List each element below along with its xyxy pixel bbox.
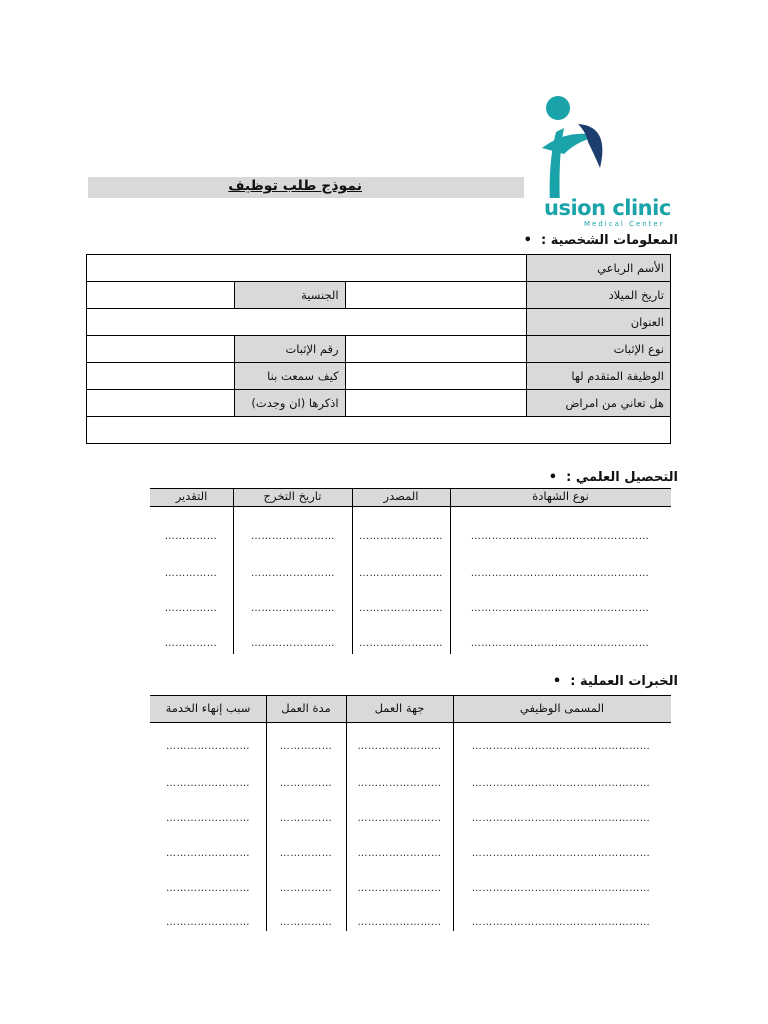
birth-date-label: تاريخ الميلاد [527, 282, 671, 309]
section-experience-heading [553, 674, 678, 689]
dotted-line[interactable]: …………………… [166, 778, 250, 789]
full-name-label: الأسم الرباعي [527, 255, 671, 282]
dotted-line[interactable]: …………………… [357, 741, 442, 752]
dotted-line[interactable]: …………… [164, 568, 218, 579]
header-job-title: المسمى الوظيفي [519, 701, 605, 715]
title-bar [88, 177, 524, 198]
id-type-label: نوع الإثبات [527, 336, 671, 363]
header-employer: جهة العمل [374, 701, 425, 715]
address-label: العنوان [527, 309, 671, 336]
personal-info-table [86, 254, 671, 444]
column-divider [346, 695, 347, 931]
logo-figure-icon [528, 88, 688, 198]
table-row [87, 255, 671, 282]
dotted-line[interactable]: …………………… [251, 568, 335, 579]
dotted-line[interactable]: …………………… [359, 638, 443, 649]
bullet-icon: • [548, 470, 562, 485]
column-divider [266, 695, 267, 931]
education-table [150, 488, 671, 654]
dotted-line[interactable]: …………………… [251, 531, 335, 542]
dotted-line[interactable]: …………… [164, 531, 218, 542]
dotted-line[interactable]: …………………… [359, 603, 443, 614]
page-title: نموذج طلب توظيف [228, 178, 362, 194]
dotted-line[interactable]: …………………………………………… [471, 813, 651, 824]
dotted-line[interactable]: …………………… [166, 813, 250, 824]
section-education-label: التحصيل العلمي : [566, 470, 678, 485]
id-number-label: رقم الإثبات [234, 336, 345, 363]
column-divider [453, 695, 454, 931]
how-heard-label: كيف سمعت بنا [234, 363, 345, 390]
diseases-field[interactable] [345, 390, 527, 417]
dotted-line[interactable]: …………… [279, 778, 333, 789]
dotted-line[interactable]: …………… [279, 848, 333, 859]
dotted-line[interactable]: …………… [164, 638, 218, 649]
table-row [87, 363, 671, 390]
id-type-field[interactable] [345, 336, 527, 363]
nationality-label: الجنسية [234, 282, 345, 309]
experience-table [150, 695, 671, 931]
dotted-line[interactable]: …………………… [166, 848, 250, 859]
section-education-heading [549, 470, 678, 485]
bullet-icon: • [523, 233, 537, 248]
dotted-line[interactable]: …………………… [166, 883, 250, 894]
section-experience-label: الخبرات العملية : [570, 674, 678, 689]
dotted-line[interactable]: …………………………………………… [471, 778, 651, 789]
header-certificate-type: نوع الشهادة [532, 489, 589, 503]
dotted-line[interactable]: …………………… [357, 883, 442, 894]
notes-field[interactable] [87, 417, 671, 444]
header-termination-reason: سبب إنهاء الخدمة [165, 701, 251, 715]
how-heard-field[interactable] [87, 363, 235, 390]
position-field[interactable] [345, 363, 527, 390]
column-divider [233, 488, 234, 654]
table-row [87, 309, 671, 336]
mention-label: اذكرها (ان وجدت) [234, 390, 345, 417]
dotted-line[interactable]: …………………………………………… [471, 848, 651, 859]
table-row [87, 282, 671, 309]
logo-tagline: Medical Center [584, 220, 665, 228]
dotted-line[interactable]: …………………………………………… [470, 638, 650, 649]
dotted-line[interactable]: …………………………………………… [470, 568, 650, 579]
dotted-line[interactable]: …………… [164, 603, 218, 614]
section-personal-label: المعلومات الشخصية : [540, 233, 678, 248]
column-divider [450, 488, 451, 654]
header-grade: التقدير [175, 489, 208, 503]
id-number-field[interactable] [87, 336, 235, 363]
dotted-line[interactable]: …………………… [357, 813, 442, 824]
dotted-line[interactable]: …………………… [251, 603, 335, 614]
header-graduation-date: تاريخ التخرج [263, 489, 322, 503]
dotted-line[interactable]: …………………………………………… [470, 531, 650, 542]
dotted-line[interactable]: …………… [279, 883, 333, 894]
dotted-line[interactable]: …………………… [357, 848, 442, 859]
dotted-line[interactable]: …………………… [357, 917, 442, 928]
dotted-line[interactable]: …………………… [251, 638, 335, 649]
section-personal-heading [524, 233, 678, 248]
dotted-line[interactable]: …………………………………………… [471, 741, 651, 752]
dotted-line[interactable]: …………………… [166, 917, 250, 928]
dotted-line[interactable]: …………… [279, 741, 333, 752]
logo-brand-text: usion clinic [544, 196, 671, 220]
bullet-icon: • [552, 674, 566, 689]
dotted-line[interactable]: …………………… [359, 568, 443, 579]
header-duration: مدة العمل [281, 701, 331, 715]
diseases-label: هل تعاني من امراض [527, 390, 671, 417]
dotted-line[interactable]: …………………… [357, 778, 442, 789]
mention-field[interactable] [87, 390, 235, 417]
dotted-line[interactable]: …………………………………………… [470, 603, 650, 614]
dotted-line[interactable]: …………………………………………… [471, 917, 651, 928]
column-divider [352, 488, 353, 654]
dotted-line[interactable]: …………… [279, 917, 333, 928]
table-row [87, 417, 671, 444]
nationality-field[interactable] [87, 282, 235, 309]
dotted-line[interactable]: …………………… [166, 741, 250, 752]
dotted-line[interactable]: …………………………………………… [471, 883, 651, 894]
address-field[interactable] [87, 309, 527, 336]
header-source: المصدر [383, 489, 419, 503]
table-row [87, 336, 671, 363]
table-row [87, 390, 671, 417]
full-name-field[interactable] [87, 255, 527, 282]
dotted-line[interactable]: …………… [279, 813, 333, 824]
position-label: الوظيفة المتقدم لها [527, 363, 671, 390]
dotted-line[interactable]: …………………… [359, 531, 443, 542]
clinic-logo [528, 88, 688, 234]
birth-date-field[interactable] [345, 282, 527, 309]
